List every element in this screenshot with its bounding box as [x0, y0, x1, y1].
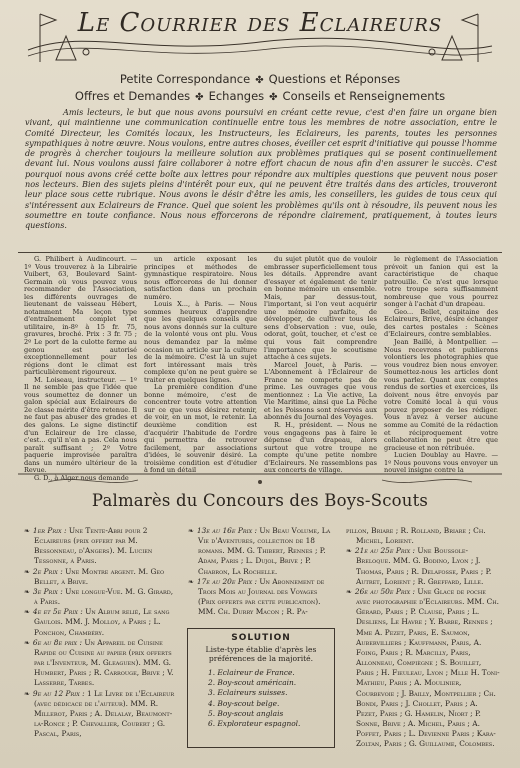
column-3: [264, 255, 377, 475]
solution-subtitle: Liste-type établie d'après les préférences de la majorité.: [205, 645, 317, 664]
prize-rank: 6e au 8e prix :: [32, 637, 82, 647]
subtitle-item: Questions et Réponses: [268, 72, 401, 86]
letter-entry: du sujet plutôt que de vouloir embrasser superficiellement tous les détails. Apprendre avant d'essayer et également de tenir en bonne mémoire un ensemble. Mais, par dessus-tout, l'important, si l'on veut acquérir une mémoire parfaite, de développer, de cultiver tous les sens d'observation : vue, ouïe, odorat, goût, toucher, et c'est ce qui vous fait comprendre l'importance que le scoutisme attache à ces sujets.: [264, 255, 377, 362]
letter-entry: M. Loiseau, instructeur. — 1º Il ne semble pas que l'idée que vous soumettez de donner un galon spécial aux Eclaireurs de 2e classe mérite d'être retenue. Il ne faut pas abuser des grades et des galons. Le signe distinctif d'un Eclaireur de 1re classe, c'est... qu'il n'en a pas. Cela nous paraît suffisant ; 2º Votre paquerie improvisée paraîtra dans un numéro ultérieur de la Revue.: [24, 375, 137, 475]
palmares-column-1: [24, 526, 176, 739]
prize-rank: 1er Prix :: [32, 526, 67, 535]
prize-text: Un Album relié, Le sang Gaulois. MM. J. Molloy, à Paris ; L. Ponchon, Chambéry.: [34, 607, 170, 637]
intro-paragraph: Amis lecteurs, le but que nous avons poursuivi en créant cette revue, c'est d'en faire un organe bien vivant, qui maintienne une communication continuelle entre tous les membres de notre association, entre le Comité Directeur, les Comités locaux, les Instructeurs, les Eclaireurs, les parents, toutes les personnes sympathiques à notre œuvre. Nous voulons, entre autres choses, éveiller cet esprit d'initiative qui pousse l'homme de progrès à chercher toujours la meilleure solution aux problèmes pratiques qui se posent continuellement devant lui. Nous voulons aussi faire collaborer à notre effort chacun de nous afin d'en assurer le succès. C'est pourquoi nous avons créé cette boîte aux lettres pour répondre aux multiples questions que peuvent nous poser nos lecteurs. Bien des sujets pleins d'intérêt pour eux, qui ne peuvent être traités dans des articles, trouveront leur place sous cette rubrique. Nous avons le désir d'être les amis, les conseillers, les guides de tous ceux qui s'intéressent aux Eclaireurs de France. Quel que soient les problèmes qu'ils ont à résoudre, ils peuvent nous les soumettre en toute confiance. Nous nous efforcerons de répondre clairement, pratiquement, à toutes leurs questions.: [25, 107, 497, 231]
letter-entry: G. Philibert à Audincourt. — 1º Vous trouverez à la Librairie Vuibert, 63, Boulevard Saint-Germain où vous pouvez vous recommander de l'Association, les différents ouvrages de lieutenant de vaisseau Hébert, notamment Ma leçon type d'entraînement complet et utilitaire, in-8º à 15 fr. 75, gravures, broché. Prix : 3 fr. 75 ; 2º Le port de la culotte ferme au genou est autorisé exceptionnellement pour les régions dont le climat est particulièrement rigoureux.: [24, 255, 137, 377]
prize-entry: [24, 689, 176, 740]
divider: [18, 252, 502, 253]
letter-entry: Marcel Jouet, à Paris. — L'Abonnement à l'Éclaireur de France ne comporte pas de prime. Les ouvrages que vous mentionnez : La Vie active, La Vie Maritime, ainsi que La Pêche et les Poissons sont réservés aux abonnés du Journal des Voyages.: [264, 360, 377, 422]
letter-entry: le règlement de l'Association prévoit un fanion qui est la caractéristique de chaque patrouille. Ce n'est que lorsque votre troupe sera suffisamment nombreuse que vous pourrez songer à l'achat d'un drapeau.: [384, 255, 498, 309]
prize-text: Une longue-Vue. M. G. Girard, à Paris.: [34, 586, 174, 607]
leaf-bullet-icon: ❧: [346, 587, 352, 596]
prize-entry: [346, 587, 500, 750]
prize-entry: [188, 526, 334, 577]
subtitle-item: Conseils et Renseignements: [282, 89, 446, 103]
masthead-banner: [26, 6, 494, 66]
subtitle-item: Echanges: [208, 89, 265, 103]
prize-entry: [24, 607, 176, 637]
prize-text: Une Montre argent. M. Geo Bellet, à Brive.: [34, 566, 165, 586]
prize-rank: 9e au 12 Prix :: [32, 688, 85, 698]
masthead-subtitle-line-2: [0, 89, 520, 103]
subtitle-item: Petite Correspondance: [119, 72, 251, 86]
masthead-subtitle-line-1: [0, 72, 520, 86]
solution-item: 5. Boy-scout anglais: [208, 708, 284, 718]
prize-rank: 13e au 16e Prix :: [196, 526, 257, 535]
prize-rank: 3e Prix :: [32, 586, 63, 596]
solution-item: 2. Boy-scout américain.: [208, 678, 297, 688]
prize-entry: [24, 638, 176, 689]
prize-rank: 2e Prix :: [32, 566, 63, 576]
letter-entry: un article exposant les principes et méthodes de gymnastique respiratoire. Nous nous efforcerons de lui donner satisfaction dans un prochain numéro.: [144, 255, 257, 301]
solution-list: [208, 668, 332, 729]
leaf-bullet-icon: ❧: [24, 608, 30, 617]
leaf-bullet-icon: ❧: [188, 577, 194, 586]
prize-text: pillon, Briare ; R. Rolland, Briare ; Ch. Michel, Lorient.: [346, 526, 486, 546]
leaf-bullet-icon: ❧: [24, 567, 30, 576]
palmares-column-3: [346, 526, 500, 749]
prize-entry: [346, 546, 500, 587]
prize-text: Une Boussole-Breloque. MM. G. Bodino, Lyon ; J. Thomas, Paris ; R. Delafosse, Paris ; P. Autret, Lorient ; R. Greffard, Lille.: [356, 546, 492, 586]
subtitle-item: Offres et Demandes: [74, 89, 191, 103]
letter-entry: Jean Baillé, à Montpellier. — Nous recevrons et publierons volontiers les photographies que vous voudrez bien nous envoyer. Soumettez-nous les articles dont vous parlez. Quant aux comptes rendus de sorties et exercices, ils doivent nous être envoyés par votre Comité local à qui vous pouvez proposer de les rédiger. Vous n'avez à verser aucune somme au Comité de la rédaction et réciproquement votre collaboration ne peut être que gracieuse et non rétribuée.: [384, 338, 498, 452]
letter-entry: La première condition d'une bonne mémoire, c'est de concentrer toute votre attention sur ce que vous désirez retenir, de voir, en un mot, le retenir. La deuxième condition est d'acquérir l'habitude de l'ordre qui permettra de retrouver facilement, par associations d'idées, le souvenir désiré. La troisième condition est d'étudier à fond un détail: [144, 383, 257, 475]
prize-entry: [24, 567, 176, 587]
leaf-bullet-icon: ❧: [346, 547, 352, 556]
column-2: [144, 255, 257, 475]
masthead-title: Le Courrier des Eclaireurs: [77, 8, 443, 38]
solution-item: 3. Eclaireurs suisses.: [208, 688, 288, 698]
solution-item: 4. Boy-scout belge.: [208, 698, 280, 708]
prize-text: Un Abonnement de Trois Mois au Journal des Voyages (Prix offerts par cette publication). MM. Ch. Durry Macon ; R. Pa-: [198, 576, 325, 617]
leaf-bullet-icon: ❧: [24, 689, 30, 698]
leaf-bullet-icon: ❧: [24, 638, 30, 647]
letter-entry: Geo... Bellet, capitaine des Eclaireurs, Brive, désire échanger des cartes postales : Scènes d'Eclaireurs, contre semblables.: [384, 307, 498, 339]
solution-title: SOLUTION: [231, 633, 291, 643]
correspondence-columns: [24, 255, 498, 482]
prize-rank: 17e au 20e Prix :: [196, 576, 257, 586]
star-ornament-icon: ✤: [269, 92, 278, 103]
prize-entry: [24, 587, 176, 607]
prize-text: Un Appareil de Cuisine Rapide ou Cuisine au papier (prix offerts par l'Inventeur, M. Gleaguen). MM. G. Humbert, Paris ; R. Carrouge, Brive ; V. Lasserre, Tarbes.: [34, 637, 174, 688]
leaf-bullet-icon: ❧: [188, 527, 194, 535]
star-ornament-icon: ✤: [195, 92, 204, 103]
palmares-column-2: [188, 526, 334, 617]
prize-text: Un Beau Volume, La Vie d'Aventures, collection de 18 romans. MM. G. Thibert, Rennes ; P. Adam, Paris ; L. Dujol, Brive ; P. Chabron, La Rochelle.: [198, 526, 331, 576]
solution-item: 6. Explorateur espagnol.: [208, 719, 301, 729]
letter-entry: R. H., président. — Nous ne vous engageons pas à faire le dépense d'un drapeau, alors surtout que votre troupe ne compte qu'une petite nombre d'Eclaireurs. Ne rassemblons pas aux concerts de village.: [264, 421, 377, 475]
prize-text: 1 Le Livre de l'Eclaireur (avec dédicace de l'auteur). MM. R. Millerot, Paris ; A. Delalay, Beaumont-la-Ronce ; P. Chevallier, Coubert ; G. Pascal, Paris,: [34, 688, 175, 739]
prize-text: Une Tente-Abri pour 2 Eclaireurs (prix offert par M. Bessonneau, d'Angers). M. Lucien Tessonne, à Paris.: [34, 526, 153, 566]
star-ornament-icon: ✤: [255, 75, 264, 86]
prize-rank: 4e et 5e Prix :: [32, 607, 83, 617]
solution-item: 1. Eclaireur de France.: [208, 668, 295, 677]
prize-text: Une Glace de poche avec photographie d'Eclaireurs. MM. Ch. Gérard, Paris ; P. Clause, Paris ; L. Desliens, Le Havre ; Y. Barbe, Rennes ; Mme A. Pezet, Paris, E. Saumon, Aubervilliers ; Kauffmann, Paris, A. Foing, Paris ; R. Marcilly, Paris, Allonneau, Compiègne ; S. Bouillet, Paris ; H. Fieuleau, Lyon ; Mlle H. Toni-Mathieu, Paris ; A. Moulinier, Courbevoie ; J. Bailly, Montpellier ; Ch. Bondi, Paris ; J. Chollet, Paris ; A. Pezet, Paris ; G. Hamelin, Niort ; P. Sonne, Brive ; A. Michel, Paris ; A. Poffet, Paris ; L. Devienne Paris ; Kara-Zoltan, Paris ; G. Guillaume, Colombes.: [356, 586, 500, 749]
prize-entry: [24, 526, 176, 567]
column-4: [384, 255, 498, 475]
prize-entry: [188, 577, 334, 618]
letter-entry: Lucien Doublay au Havre. — 1º Nous pouvons vous envoyer un nouvel insigne contre la: [384, 451, 498, 475]
palmares-title: Palmarès du Concours des Boys-Scouts: [91, 491, 429, 510]
leaf-bullet-icon: ❧: [24, 587, 30, 596]
letter-entry: Louis X..., à Paris. — Nous sommes heureux d'apprendre que les quelques conseils que nous avons donnés sur la culture de la volonté vous ont plu. Vous nous demandez par la même occasion un article sur la culture de la mémoire. C'est là un sujet fort intéressant mais très complexe qu'on ne peut guère se traiter en quelques lignes.: [144, 300, 257, 384]
column-1: [24, 255, 137, 482]
solution-box: [187, 628, 335, 748]
prize-rank: 26e au 50e Prix :: [354, 586, 415, 596]
leaf-bullet-icon: ❧: [24, 527, 30, 535]
prize-entry: [346, 526, 500, 546]
prize-rank: 21e au 25e Prix :: [354, 546, 415, 556]
letter-entry: G. D., à Alger nous demande: [34, 473, 129, 482]
fleuron-divider: [18, 470, 502, 490]
